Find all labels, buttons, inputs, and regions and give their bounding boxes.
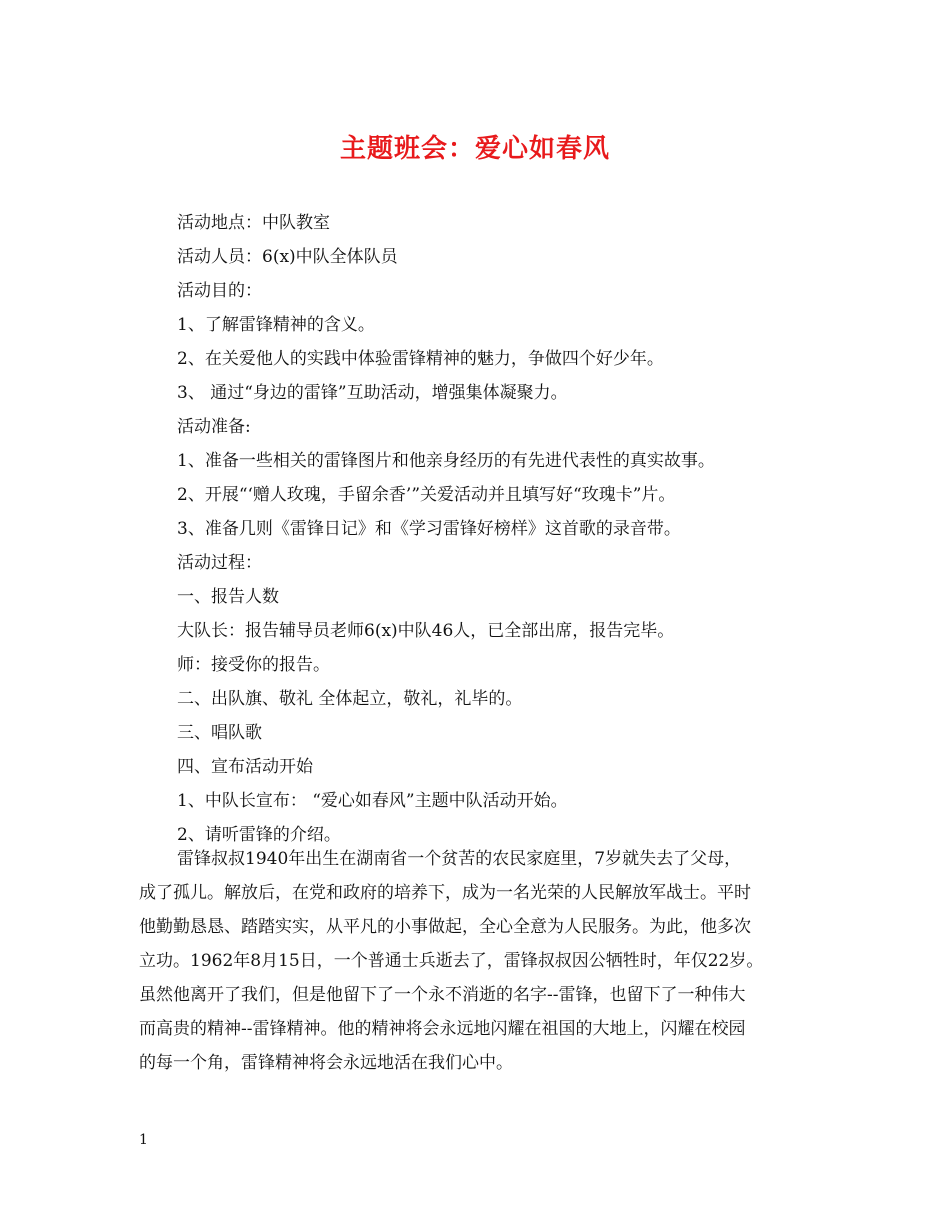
paragraph-line: 而高贵的精神--雷锋精神。他的精神将会永远地闪耀在祖国的大地上，闪耀在校园	[139, 1019, 746, 1039]
outline-line: 师：接受你的报告。	[177, 655, 330, 675]
page-number: 1	[139, 1132, 148, 1148]
outline-line: 活动人员：6(x)中队全体队员	[177, 247, 398, 267]
outline-line: 二、出队旗、敬礼 全体起立，敬礼，礼毕的。	[177, 689, 523, 709]
paragraph-line: 的每一个角，雷锋精神将会永远地活在我们心中。	[139, 1053, 513, 1073]
paragraph-line: 立功。1962年8月15日，一个普通士兵逝去了，雷锋叔叔因公牺牲时，年仅22岁。	[139, 951, 764, 971]
outline-line: 活动地点：中队教室	[177, 213, 330, 233]
outline-line: 大队长：报告辅导员老师6(x)中队46人，已全部出席，报告完毕。	[177, 621, 675, 641]
outline-line: 活动过程：	[177, 553, 262, 573]
outline-line: 2、在关爱他人的实践中体验雷锋精神的魅力，争做四个好少年。	[177, 349, 664, 369]
outline-line: 3、准备几则《雷锋日记》和《学习雷锋好榜样》这首歌的录音带。	[177, 519, 681, 539]
outline-line: 2、请听雷锋的介绍。	[177, 825, 341, 845]
outline-line: 活动目的：	[177, 281, 262, 301]
paragraph-line: 成了孤儿。解放后，在党和政府的培养下，成为一名光荣的人民解放军战士。平时	[139, 883, 751, 903]
paragraph-line: 虽然他离开了我们，但是他留下了一个永不消逝的名字--雷锋，也留下了一种伟大	[139, 985, 746, 1005]
outline-line: 1、准备一些相关的雷锋图片和他亲身经历的有先进代表性的真实故事。	[177, 451, 715, 471]
paragraph-line: 他勤勤恳恳、踏踏实实，从平凡的小事做起，全心全意为人民服务。为此，他多次	[139, 917, 751, 937]
outline-line: 1、了解雷锋精神的含义。	[177, 315, 375, 335]
outline-line: 一、报告人数	[177, 587, 279, 607]
document-title: 主题班会：爱心如春风	[339, 134, 610, 164]
outline-line: 3、 通过“身边的雷锋”互助活动，增强集体凝聚力。	[177, 383, 568, 403]
outline-line: 四、宣布活动开始	[177, 757, 313, 777]
outline-line: 2、开展“‘赠人玫瑰，手留余香’”关爱活动并且填写好“玫瑰卡”片。	[177, 485, 676, 505]
outline-line: 1、中队长宣布： “爱心如春风”主题中队活动开始。	[177, 791, 568, 811]
outline-line: 三、唱队歌	[177, 723, 262, 743]
paragraph-line: 雷锋叔叔1940年出生在湖南省一个贫苦的农民家庭里，7岁就失去了父母，	[177, 849, 742, 869]
lei-feng-introduction-paragraph	[139, 842, 831, 1080]
outline-line: 活动准备:	[177, 417, 251, 437]
activity-outline	[177, 206, 837, 852]
